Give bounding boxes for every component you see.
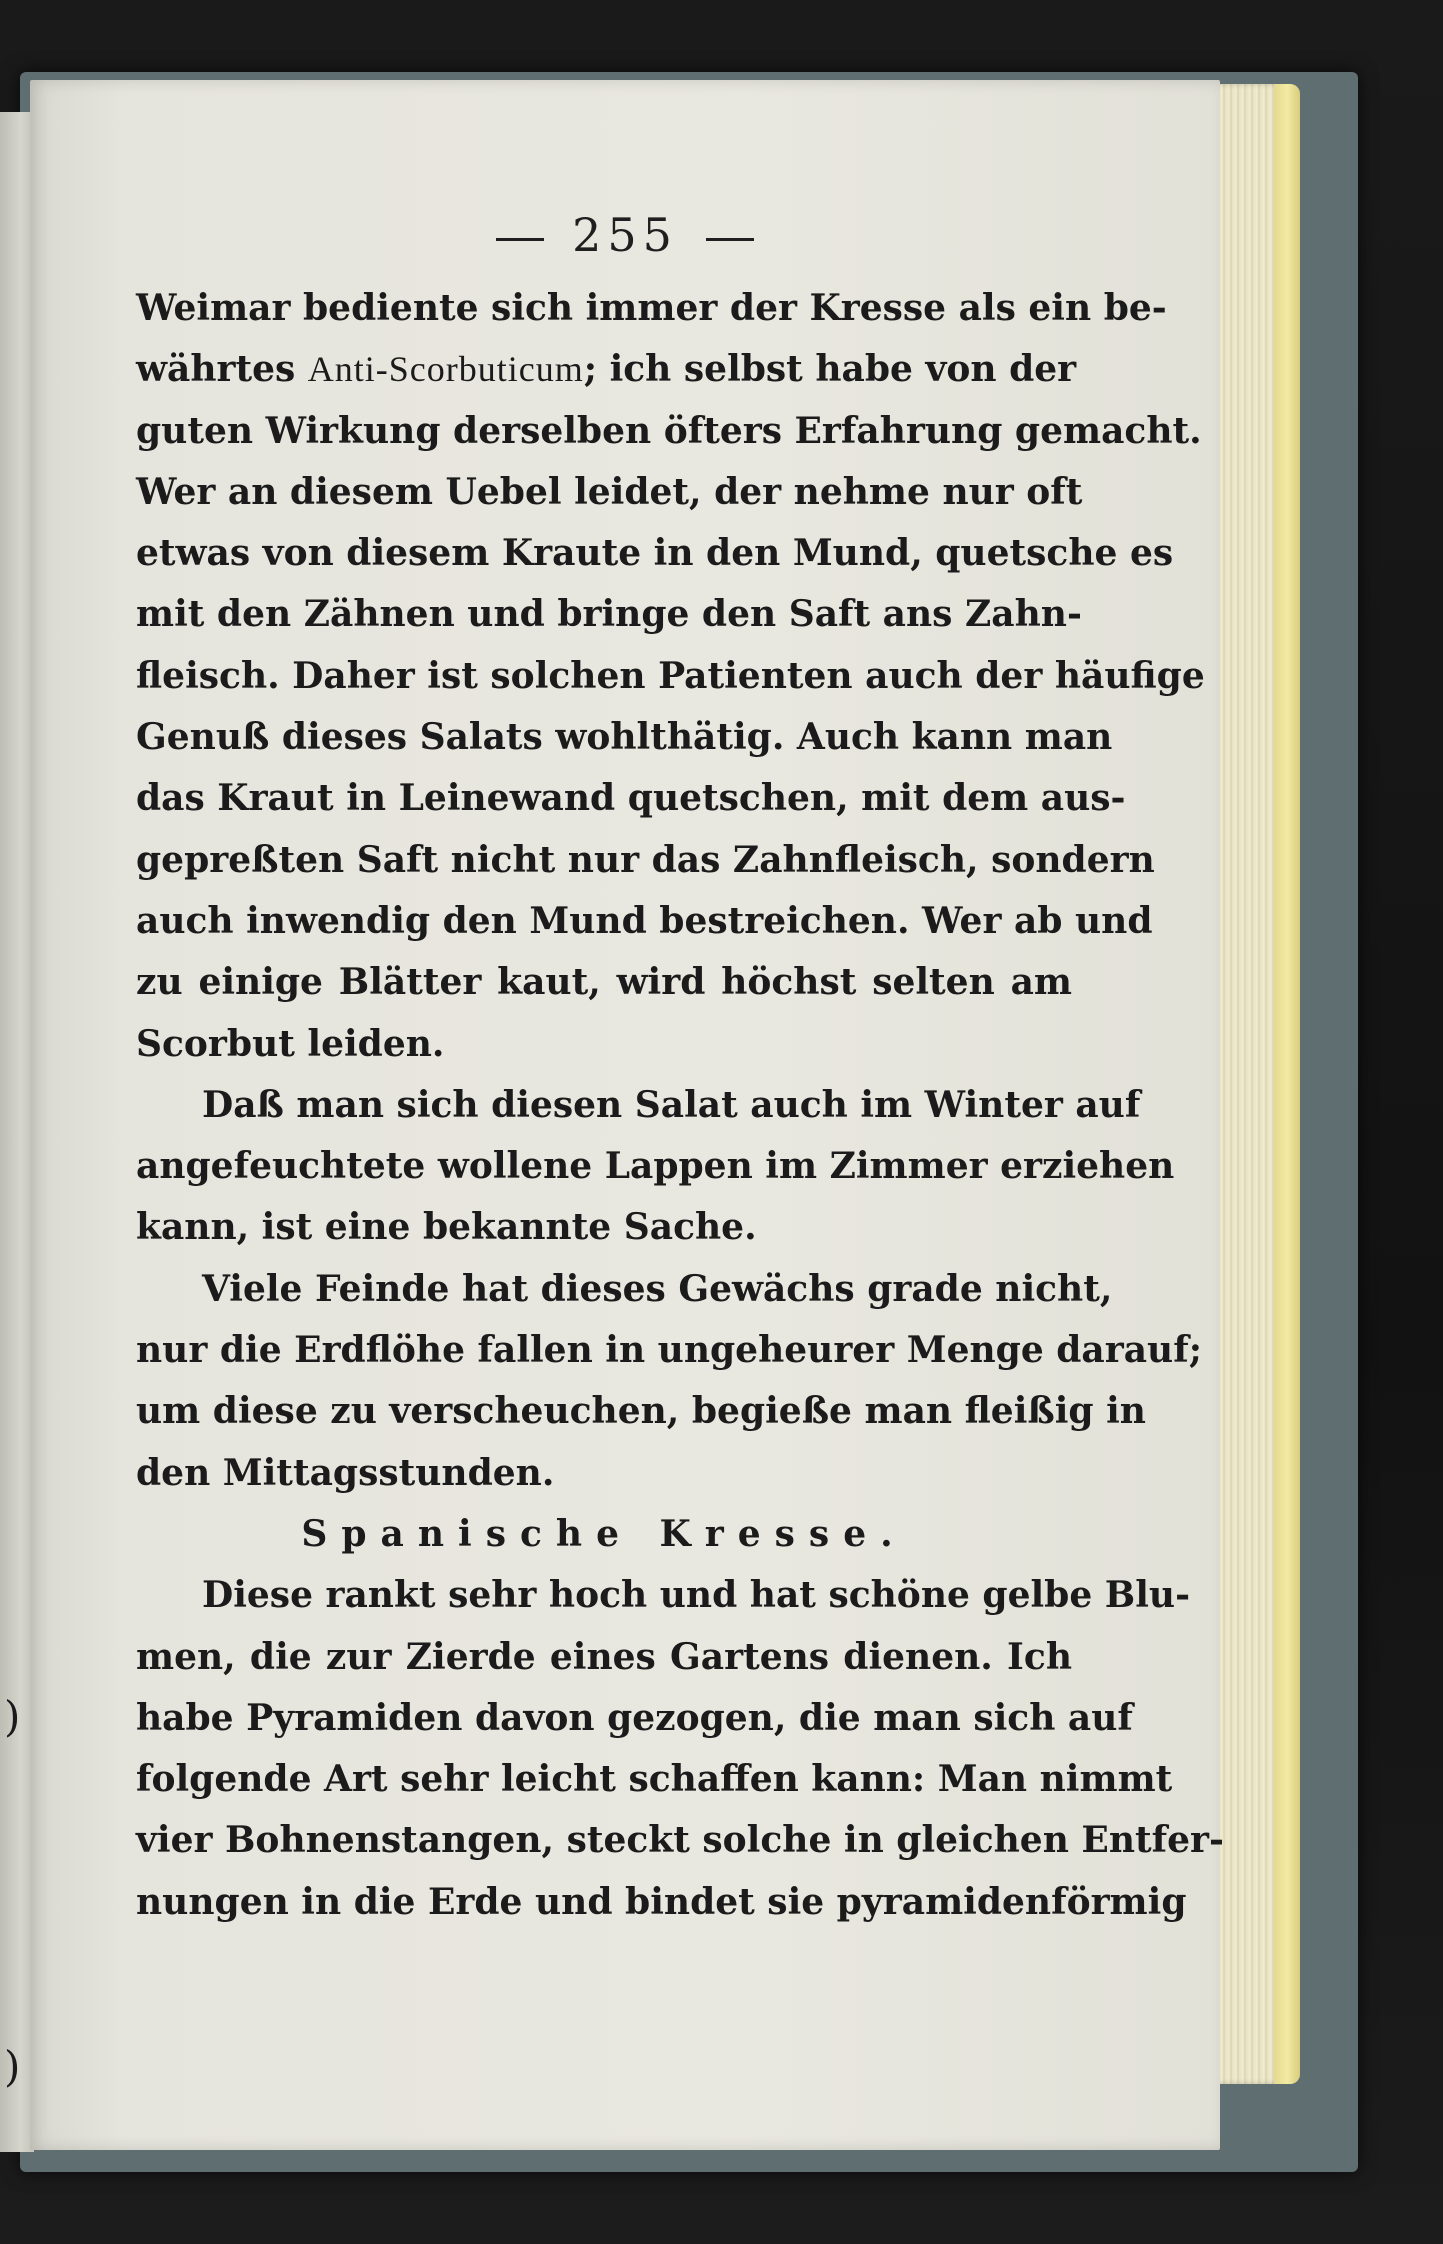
text-line: Weimar bediente sich immer der Kresse als ein be- [136, 287, 1167, 329]
text-line: gepreßten Saft nicht nur das Zahnfleisch, sondern [136, 838, 1155, 881]
text-line: nungen in die Erde und bindet sie pyramidenförmig [136, 1880, 1187, 1923]
text-line: nur die Erdflöhe fallen in ungeheurer Menge darauf; [136, 1329, 1202, 1372]
latin-term: Anti-Scorbuticum [307, 349, 584, 390]
text-line: fleisch. Daher ist solchen Patienten auch der häufige [136, 654, 1205, 697]
text-line [136, 339, 1077, 400]
text-line: etwas von diesem Kraute in den Mund, quetsche es [136, 532, 1174, 575]
text-line: auch inwendig den Mund bestreichen. Wer ab und [136, 899, 1153, 942]
page-body [136, 278, 1224, 1933]
text-line: guten Wirkung derselben öfters Erfahrung gemacht. [136, 409, 1202, 452]
text-line: das Kraut in Leinewand quetschen, mit dem aus- [136, 777, 1126, 820]
text-line: Viele Feinde hat dieses Gewächs grade nicht, [202, 1267, 1113, 1310]
text-line: folgende Art sehr leicht schaffen kann: Man nimmt [136, 1758, 1173, 1801]
left-page-mark: ) [4, 1692, 21, 1741]
text-line: mit den Zähnen und bringe den Saft ans Zahn- [136, 593, 1082, 636]
page-number: 255 [572, 208, 678, 262]
header-dash [496, 238, 544, 241]
text-line: men, die zur Zierde eines Gartens dienen. Ich [136, 1635, 1072, 1678]
left-page-mark: ) [4, 2042, 21, 2091]
text-line: habe Pyramiden davon gezogen, die man sich auf [136, 1696, 1133, 1739]
text-line: Wer an diesem Uebel leidet, der nehme nur oft [136, 470, 1083, 513]
text-line: den Mittagsstunden. [136, 1451, 555, 1494]
text-line: vier Bohnenstangen, steckt solche in gleichen Entfer- [136, 1819, 1224, 1862]
previous-page-sliver [0, 112, 34, 2152]
text-fragment: währtes [136, 348, 308, 391]
section-heading: Spanische Kresse. [301, 1512, 907, 1555]
text-line: Diese rankt sehr hoch und hat schöne gelbe Blu- [202, 1574, 1191, 1617]
text-fragment: ; ich selbst habe von der [583, 348, 1077, 391]
text-line: um diese zu verscheuchen, begieße man fleißig in [136, 1390, 1146, 1433]
text-line: Scorbut leiden. [136, 1022, 445, 1065]
text-line: Daß man sich diesen Salat auch im Winter auf [202, 1083, 1141, 1126]
book-page [30, 80, 1224, 2150]
text-line: zu einige Blätter kaut, wird höchst selten am [136, 961, 1072, 1004]
text-line: angefeuchtete wollene Lappen im Zimmer erziehen [136, 1145, 1175, 1188]
page-header [30, 208, 1220, 262]
text-line: kann, ist eine bekannte Sache. [136, 1206, 757, 1249]
gilt-edge [1274, 84, 1300, 2084]
header-dash [706, 238, 754, 241]
text-line: Genuß dieses Salats wohlthätig. Auch kann man [136, 716, 1113, 759]
